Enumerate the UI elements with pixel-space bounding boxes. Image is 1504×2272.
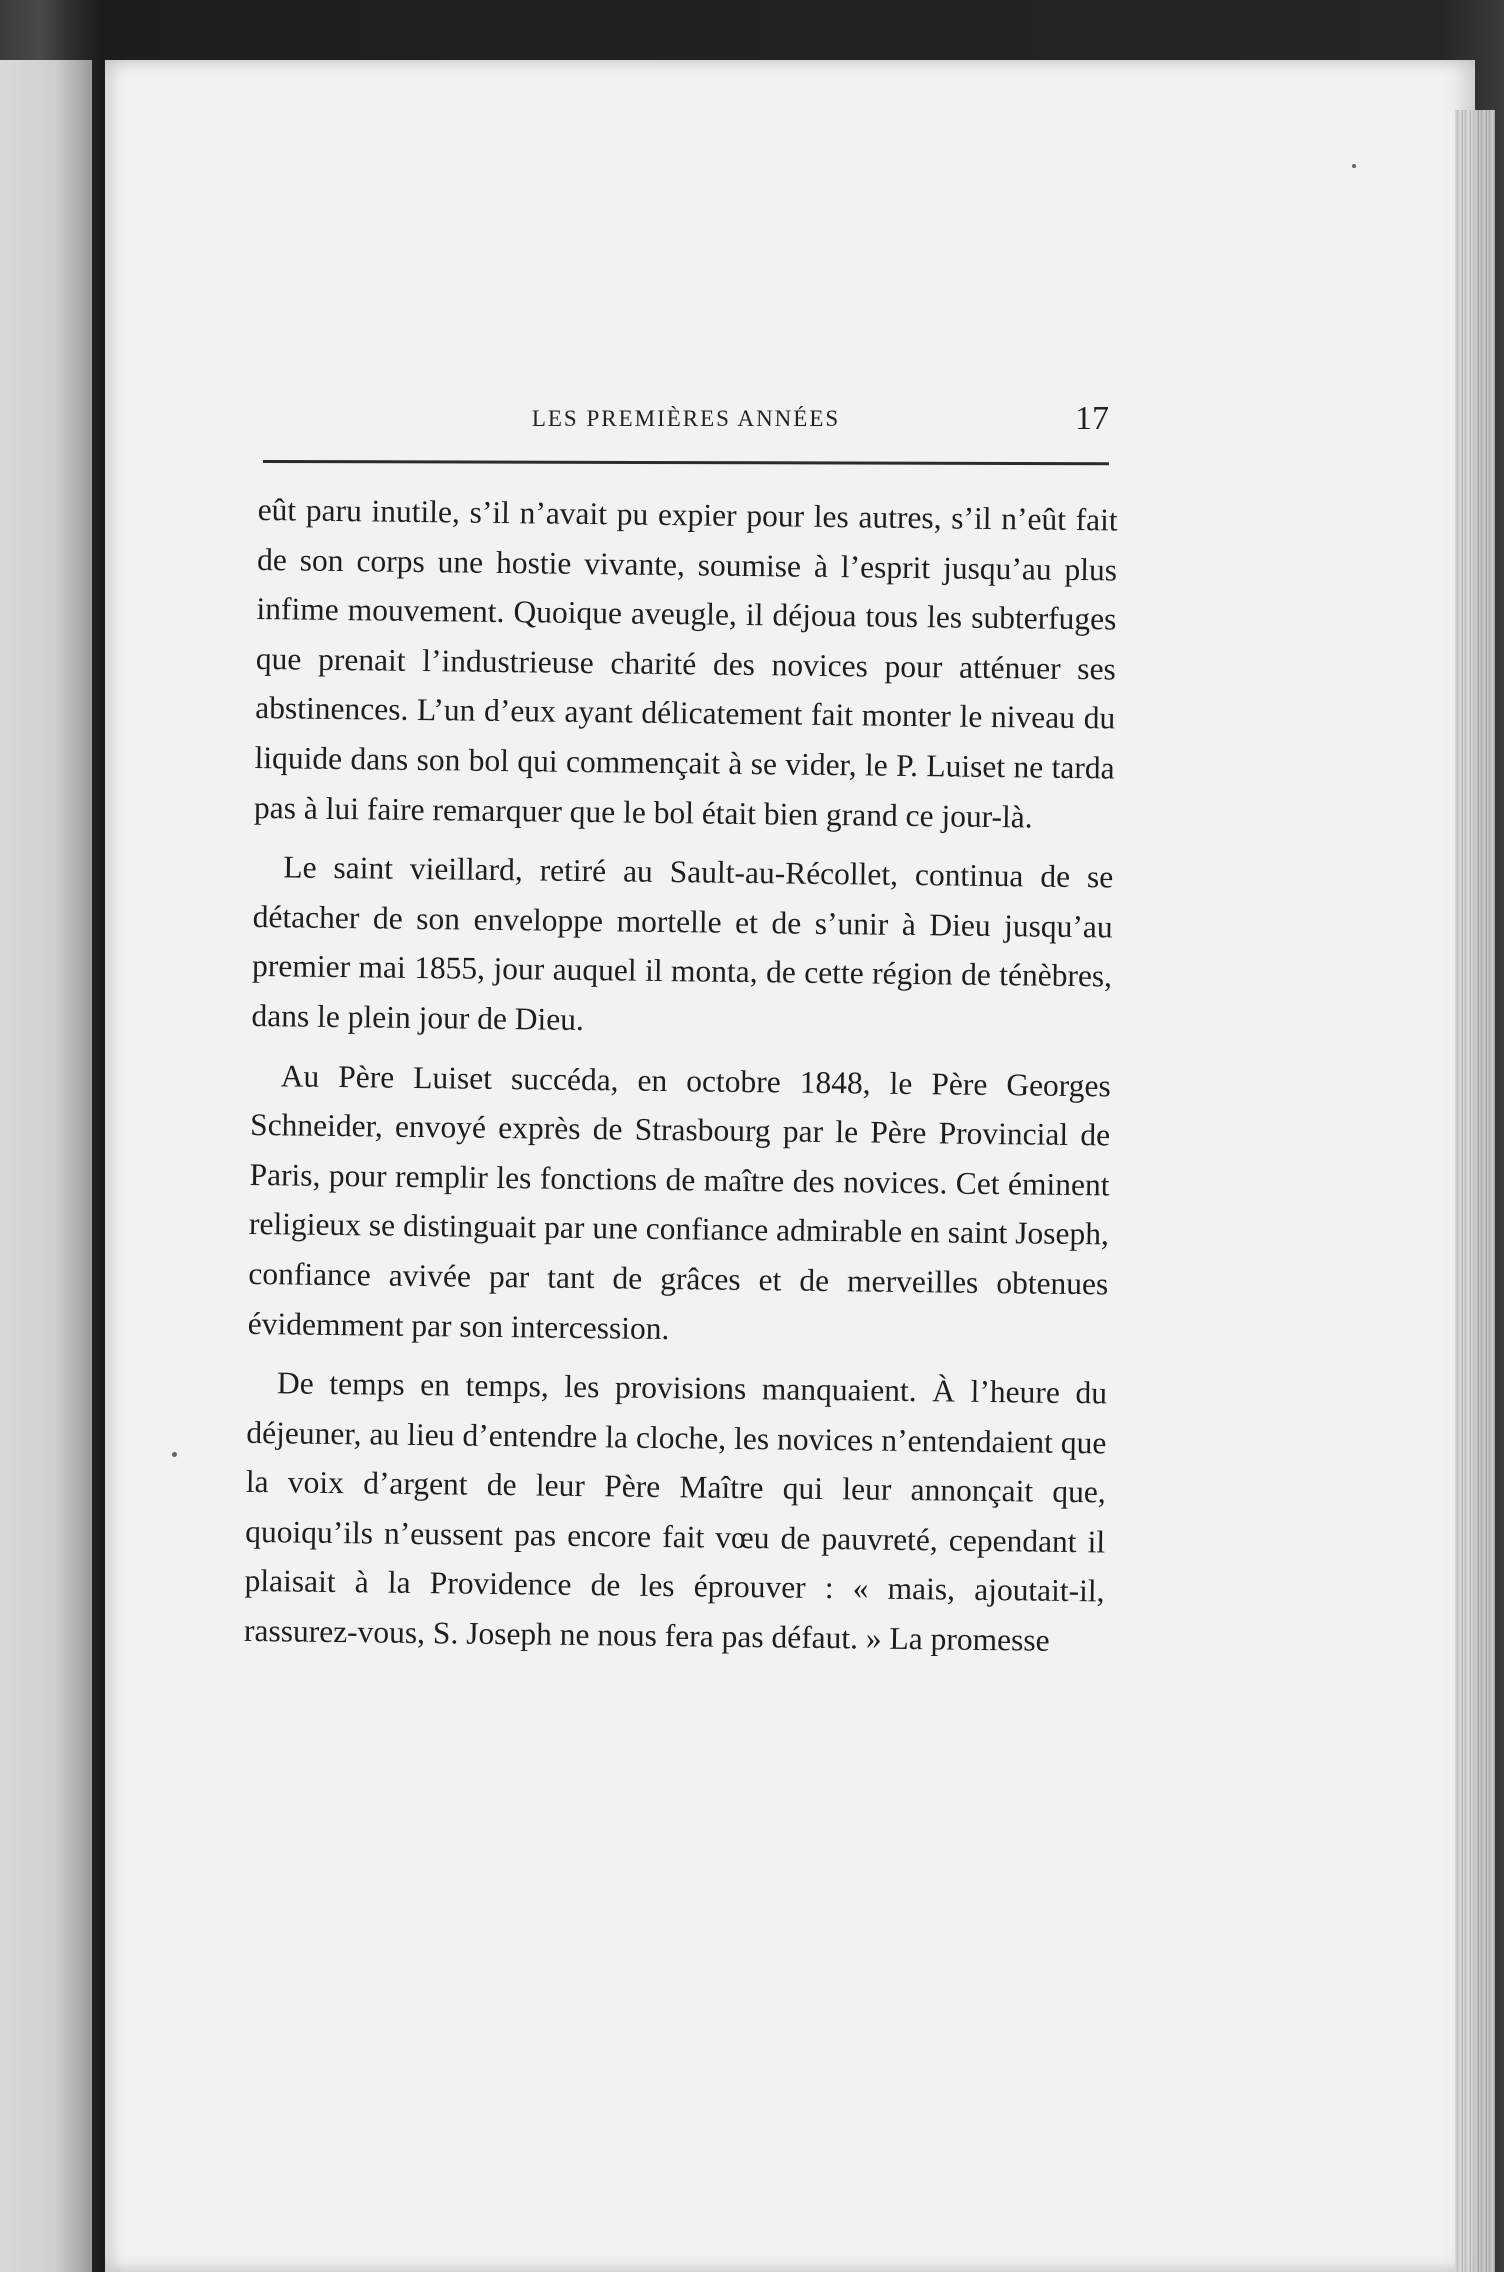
paragraph-3: Au Père Luiset succéda, en octobre 1848, le Père Georges Schneider, envoyé exprès de Strasbourg par le Père Provincial de Paris, pour remplir les fonctions de maître des novices. Cet éminent religieux se distinguait par une confiance admirable en saint Joseph, confiance avivée par tant de grâces et de merveilles obtenues évidemment par son intercession. [247,1057,1111,1346]
running-title: LES PREMIÈRES ANNÉES [531,406,841,431]
dust-speck [1352,164,1356,168]
page-header [263,400,1109,446]
facing-page-edge [0,60,92,2272]
page-number: 17 [1075,400,1109,437]
paragraph-1: eût paru inutile, s’il n’avait pu expier pour les autres, s’il n’eût fait de son corps une hostie vivante, soumise à l’esprit jusqu’au plus infime mouvement. Quoique aveugle, il déjoua tous les subterfuges que prenait l’industrieuse charité des novices pour atténuer ses abstinences. L’un d’eux ayant délicatement fait monter le niveau du liquide dans son bol qui commençait à se vider, le P. Luiset ne tarda pas à lui faire remarquer que le bol était bien grand ce jour-là. [253,491,1118,835]
dust-speck [172,1452,177,1457]
body-text [244,485,1118,1666]
paragraph-4: De temps en temps, les provisions manquaient. À l’heure du déjeuner, au lieu d’entendre la cloche, les novices n’entendaient que la voix d’argent de leur Père Maître qui leur annonçait que, quoiqu’ils n’eussent pas encore fait vœu de pauvreté, cependant il plaisait à la Providence de les éprouver : « mais, ajoutait-il, rassurez-vous, S. Joseph ne nous fera pas défaut. » La promesse [243,1365,1108,1658]
page-stack-edge [1455,110,1495,2272]
paragraph-2: Le saint vieillard, retiré au Sault-au-Récollet, continua de se détacher de son enveloppe mortelle et de s’unir à Dieu jusqu’au premier mai 1855, jour auquel il monta, de cette région de ténèbres, dans le plein jour de Dieu. [251,849,1114,1037]
